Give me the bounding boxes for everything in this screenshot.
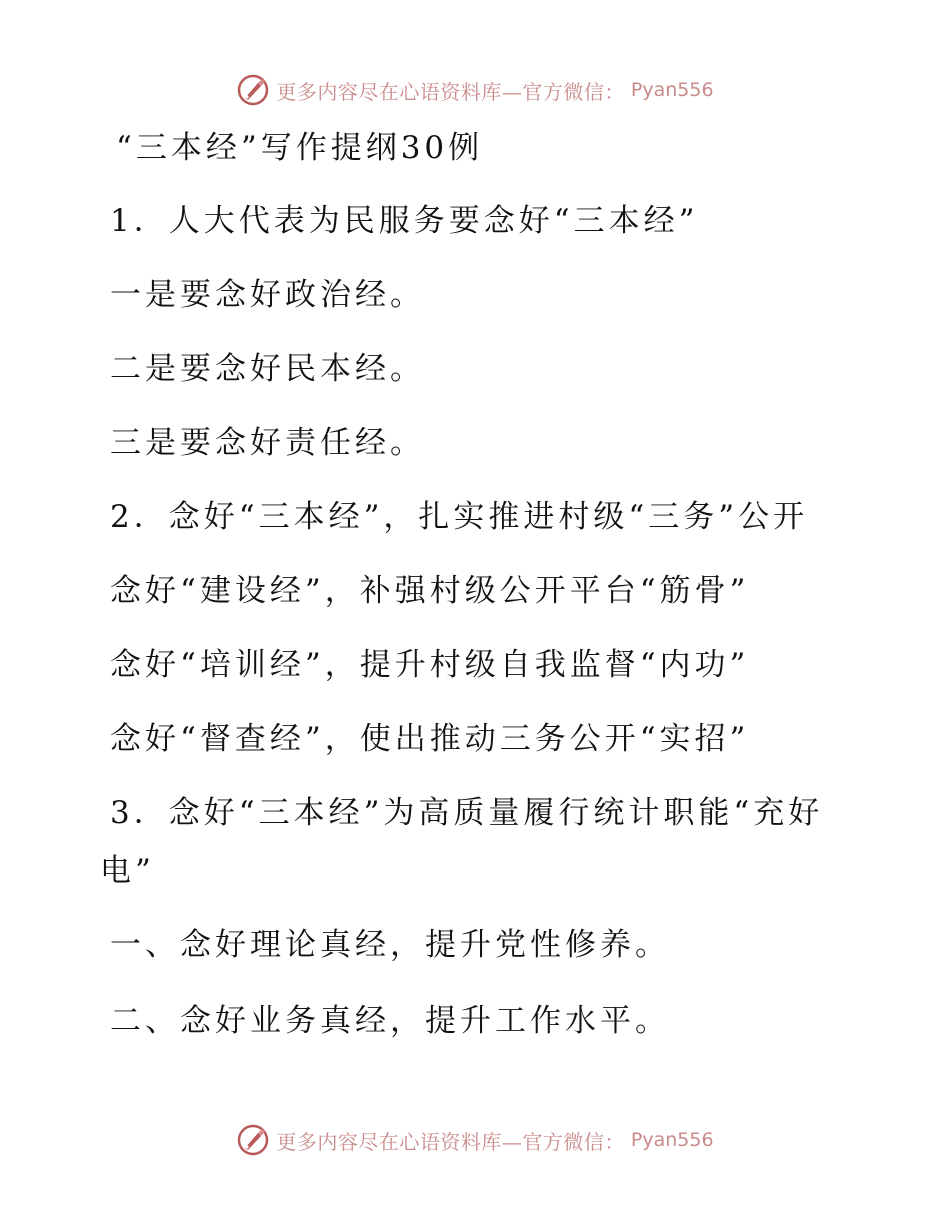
line-7: 念好“培训经”，提升村级自我监督“内功” [110, 647, 750, 683]
line-11: 一、念好理论真经，提升党性修养。 [110, 927, 670, 963]
watermark-footer [0, 1120, 950, 1160]
line-4: 三是要念好责任经。 [110, 425, 425, 461]
watermark-id: Pyan556 [630, 79, 714, 101]
line-5: 2．念好“三本经”，扎实推进村级“三务”公开 [110, 499, 809, 535]
pen-logo-icon [236, 1123, 270, 1157]
watermark-text: 更多内容尽在心语资料库—官方微信： [276, 79, 625, 104]
line-3: 二是要念好民本经。 [110, 351, 425, 387]
line-6: 念好“建设经”，补强村级公开平台“筋骨” [110, 573, 750, 609]
line-8: 念好“督查经”，使出推动三务公开“实招” [110, 721, 750, 757]
watermark-id: Pyan556 [630, 1129, 714, 1151]
pen-logo-icon [236, 73, 270, 107]
line-9: 3．念好“三本经”为高质量履行统计职能“充好 [110, 795, 824, 831]
watermark-header [0, 70, 950, 110]
line-2: 一是要念好政治经。 [110, 277, 425, 313]
watermark-text: 更多内容尽在心语资料库—官方微信： [276, 1129, 625, 1154]
document-title: “三本经”写作提纲30例 [116, 130, 484, 166]
line-1: 1．人大代表为民服务要念好“三本经” [110, 203, 699, 239]
line-12: 二、念好业务真经，提升工作水平。 [110, 1003, 670, 1039]
line-10: 电” [100, 853, 155, 889]
